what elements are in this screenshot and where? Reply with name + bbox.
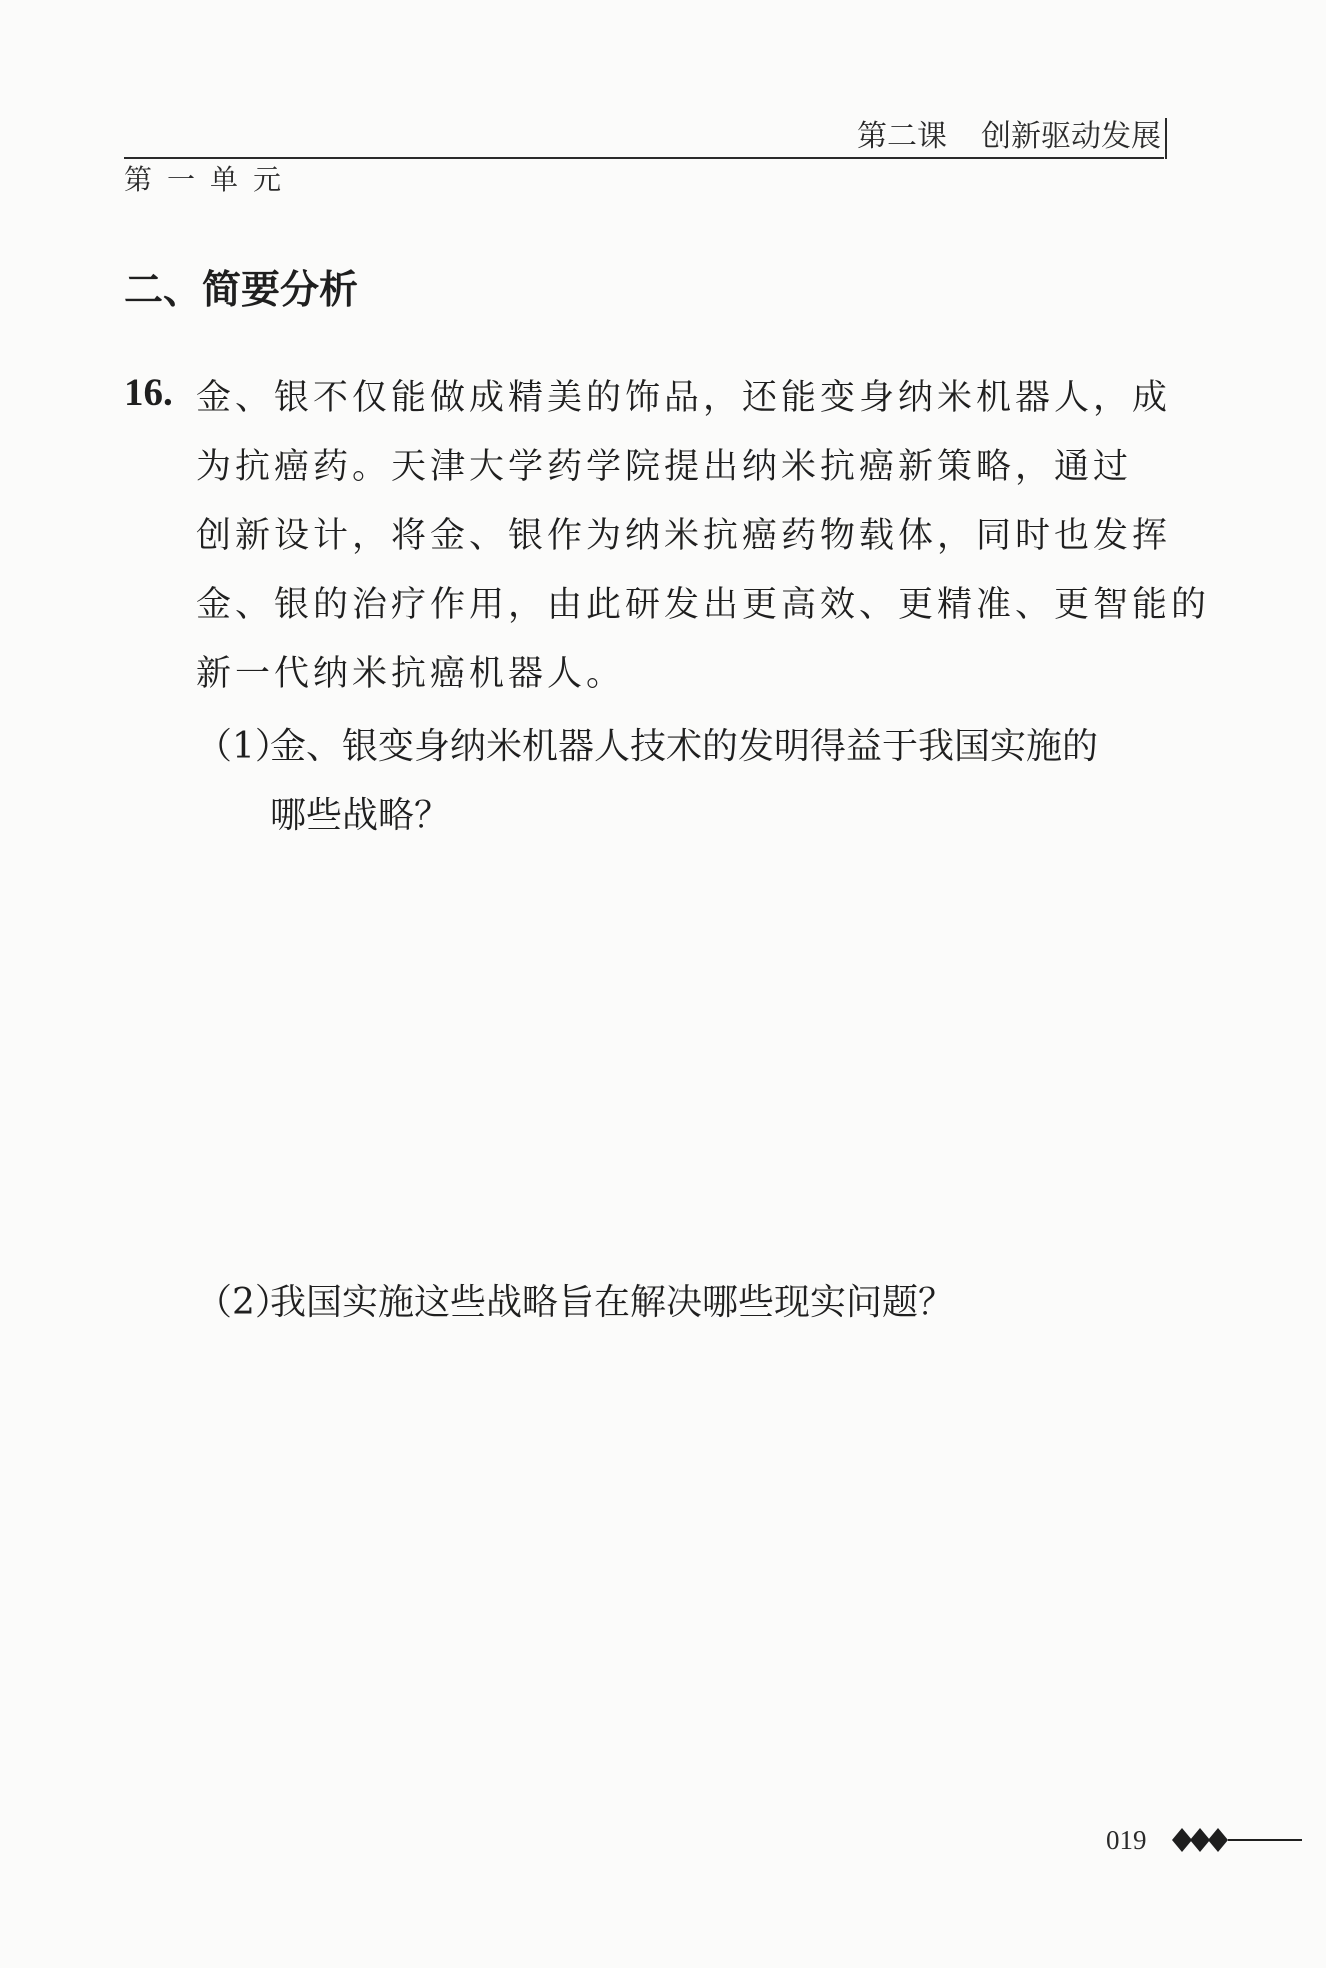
passage-line: 为抗癌药。天津大学药学院提出纳米抗癌新策略，通过 (196, 447, 1133, 487)
sub-question-index: （1） (196, 726, 291, 767)
header-rule (124, 157, 1164, 159)
sub-question-index: （2） (196, 1282, 291, 1323)
sub-question-2 (196, 1268, 1176, 1337)
passage-line: 创新设计，将金、银作为纳米抗癌药物载体，同时也发挥 (196, 516, 1172, 556)
passage-line: 金、银不仅能做成精美的饰品，还能变身纳米机器人，成 (196, 378, 1172, 418)
section-title: 二、简要分析 (124, 268, 359, 313)
three-diamonds-icon (1172, 1826, 1302, 1854)
lesson-number: 第二课 (857, 119, 947, 154)
question-passage (196, 364, 1211, 709)
question-number: 16. (124, 371, 173, 414)
page-number: 019 (1106, 1825, 1147, 1855)
sub-question-text: 金、银变身纳米机器人技术的发明得益于我国实施的 (270, 726, 1099, 767)
sub-question-text: 我国实施这些战略旨在解决哪些现实问题？ (270, 1282, 955, 1323)
passage-line: 金、银的治疗作用，由此研发出更高效、更精准、更智能的 (196, 585, 1211, 625)
sub-question-1 (196, 712, 1176, 850)
lesson-title: 创新驱动发展 (981, 119, 1161, 154)
passage-line: 新一代纳米抗癌机器人。 (196, 654, 626, 694)
running-header (857, 120, 1161, 154)
sub-question-text-continued: 哪些战略？ (270, 795, 451, 836)
header-rule-end (1165, 118, 1167, 159)
unit-label: 第一单元 (124, 163, 297, 196)
